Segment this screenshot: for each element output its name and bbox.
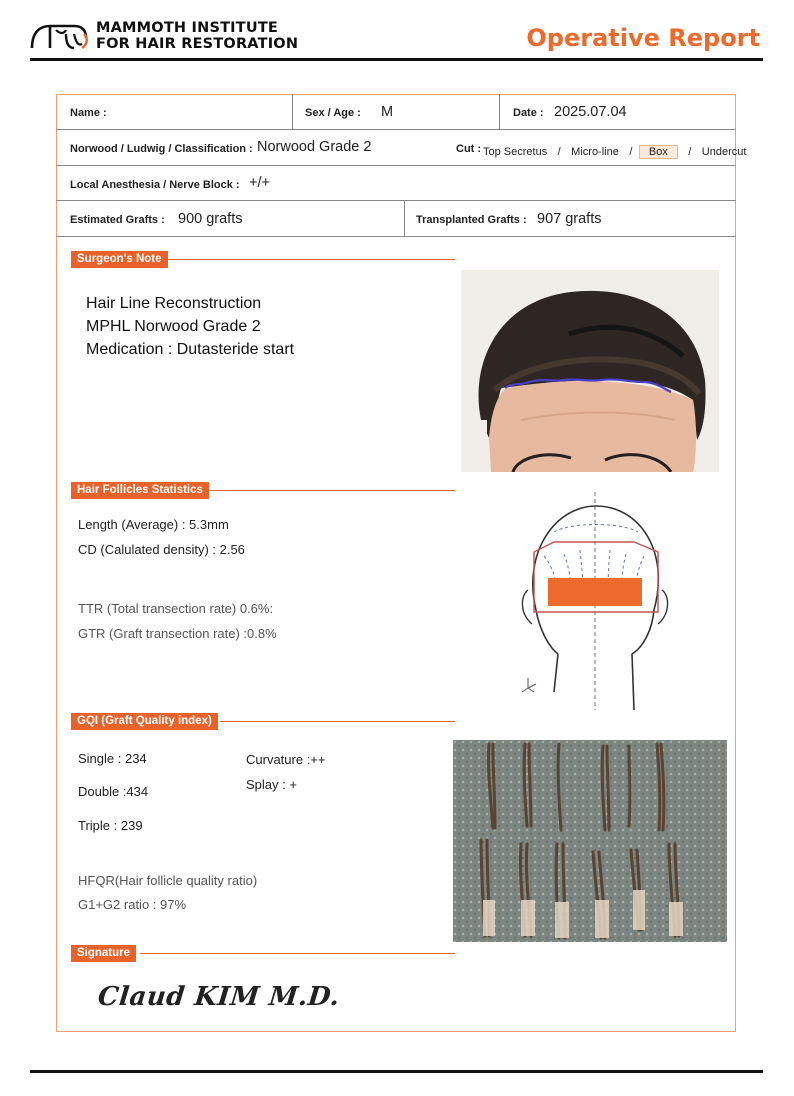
hair-follicles-heading: Hair Follicles Statistics	[71, 482, 209, 499]
total-transection-rate: TTR (Total transection rate) 0.6%:	[78, 601, 274, 616]
transplanted-grafts-label: Transplanted Grafts :	[416, 214, 527, 226]
mammoth-logo-icon	[30, 20, 90, 52]
cut-options	[483, 142, 746, 160]
classification-label: Norwood / Ludwig / Classification :	[70, 143, 253, 155]
donor-area-marker	[548, 578, 642, 606]
cut-option-micro-line: Micro-line	[571, 146, 619, 158]
gqi-single: Single : 234	[78, 751, 147, 766]
donor-area-head-diagram	[514, 492, 684, 712]
cut-separator: /	[688, 146, 692, 158]
signature-text: Claud KIM M.D.	[96, 982, 342, 1012]
section-rule	[168, 259, 455, 260]
col-divider	[292, 94, 293, 129]
header-divider	[30, 58, 763, 61]
estimated-grafts-value: 900 grafts	[178, 211, 243, 227]
graft-transection-rate: GTR (Graft transection rate) :0.8%	[78, 626, 277, 641]
section-rule	[210, 490, 455, 491]
note-line: Medication : Dutasteride start	[86, 341, 295, 358]
cut-separator: /	[557, 146, 561, 158]
sex-age-value: M	[381, 104, 394, 120]
g1-g2-ratio: G1+G2 ratio : 97%	[78, 897, 187, 912]
org-name-line1: MAMMOTH INSTITUTE	[96, 20, 279, 36]
note-line: MPHL Norwood Grade 2	[86, 318, 261, 335]
cut-option-top-secretus: Top Secretus	[483, 146, 548, 158]
col-divider	[404, 200, 405, 236]
gqi-curvature: Curvature :++	[246, 752, 326, 767]
org-name	[96, 20, 298, 52]
org-name-line2: FOR HAIR RESTORATION	[96, 36, 299, 52]
note-line: Hair Line Reconstruction	[86, 295, 262, 312]
gqi-double: Double :434	[78, 784, 149, 799]
date-value: 2025.07.04	[554, 104, 627, 120]
gqi-heading: GQI (Graft Quality index)	[71, 713, 218, 730]
name-label: Name :	[70, 107, 107, 119]
sex-age-label: Sex / Age :	[305, 107, 361, 119]
row-divider	[56, 165, 736, 166]
gqi-splay: Splay : +	[246, 777, 297, 792]
surgeon-note-body	[86, 292, 294, 361]
anesthesia-value: +/+	[249, 175, 270, 191]
signature-heading: Signature	[71, 945, 136, 962]
cut-separator: /	[629, 146, 633, 158]
row-divider	[56, 200, 736, 201]
anesthesia-label: Local Anesthesia / Nerve Block :	[70, 179, 240, 191]
page-title: Operative Report	[526, 24, 760, 52]
col-divider	[499, 94, 500, 129]
length-average: Length (Average) : 5.3mm	[78, 517, 229, 532]
section-rule	[140, 953, 455, 954]
surgeon-note-heading: Surgeon's Note	[71, 251, 168, 268]
row-divider	[56, 236, 736, 237]
hairline-photo	[461, 270, 719, 472]
date-label: Date :	[513, 107, 544, 119]
hfqr-label: HFQR(Hair follicle quality ratio)	[78, 873, 258, 888]
cut-option-undercut: Undercut	[701, 146, 747, 158]
cut-label: Cut :	[456, 143, 482, 155]
footer-divider	[30, 1070, 763, 1073]
transplanted-grafts-value: 907 grafts	[537, 211, 602, 227]
section-rule	[220, 721, 455, 722]
grafts-photo	[453, 740, 727, 942]
calculated-density: CD (Calulated density) : 2.56	[78, 542, 245, 557]
classification-value: Norwood Grade 2	[257, 139, 372, 155]
gqi-triple: Triple : 239	[78, 818, 143, 833]
row-divider	[56, 129, 736, 130]
estimated-grafts-label: Estimated Grafts :	[70, 214, 165, 226]
cut-option-box-selected: Box	[639, 145, 678, 159]
